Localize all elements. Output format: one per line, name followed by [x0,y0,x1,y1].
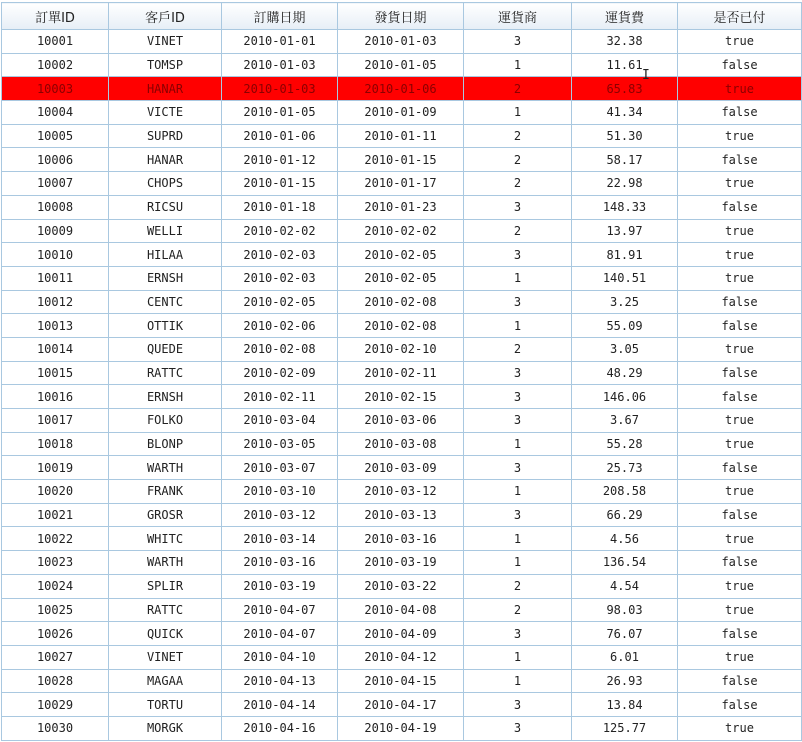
customer-id-cell[interactable]: HILAA [109,243,222,267]
table-row[interactable] [2,361,802,385]
customer-id-cell[interactable]: TORTU [109,693,222,717]
paid-cell[interactable]: true [678,480,802,504]
ship-date-cell[interactable]: 2010-03-16 [338,527,464,551]
order-date-cell[interactable]: 2010-02-08 [222,337,338,361]
shipper-cell[interactable]: 3 [464,503,572,527]
ship-date-cell[interactable]: 2010-01-09 [338,101,464,125]
table-row[interactable] [2,551,802,575]
order-id-cell[interactable]: 10008 [2,195,109,219]
order-date-cell[interactable]: 2010-03-14 [222,527,338,551]
table-row[interactable] [2,243,802,267]
shipper-cell[interactable]: 3 [464,693,572,717]
freight-cell[interactable]: 51.30 [572,124,678,148]
paid-cell[interactable]: false [678,385,802,409]
freight-cell[interactable]: 13.97 [572,219,678,243]
order-date-cell[interactable]: 2010-04-10 [222,645,338,669]
shipper-cell[interactable]: 1 [464,266,572,290]
column-header-paid[interactable]: 是否已付 [678,3,802,30]
paid-cell[interactable]: true [678,77,802,101]
table-row[interactable] [2,148,802,172]
table-row[interactable] [2,337,802,361]
freight-cell[interactable]: 55.09 [572,314,678,338]
ship-date-cell[interactable]: 2010-03-19 [338,551,464,575]
shipper-cell[interactable]: 2 [464,77,572,101]
shipper-cell[interactable]: 2 [464,172,572,196]
customer-id-cell[interactable]: MAGAA [109,669,222,693]
ship-date-cell[interactable]: 2010-01-23 [338,195,464,219]
ship-date-cell[interactable]: 2010-02-11 [338,361,464,385]
customer-id-cell[interactable]: MORGK [109,716,222,740]
shipper-cell[interactable]: 1 [464,527,572,551]
order-date-cell[interactable]: 2010-01-12 [222,148,338,172]
order-id-cell[interactable]: 10017 [2,409,109,433]
paid-cell[interactable]: true [678,266,802,290]
freight-cell[interactable]: 58.17 [572,148,678,172]
ship-date-cell[interactable]: 2010-03-13 [338,503,464,527]
order-id-cell[interactable]: 10028 [2,669,109,693]
shipper-cell[interactable]: 3 [464,622,572,646]
order-date-cell[interactable]: 2010-01-03 [222,77,338,101]
customer-id-cell[interactable]: WHITC [109,527,222,551]
customer-id-cell[interactable]: SPLIR [109,574,222,598]
order-date-cell[interactable]: 2010-03-04 [222,409,338,433]
freight-cell[interactable]: 48.29 [572,361,678,385]
table-row[interactable] [2,30,802,54]
customer-id-cell[interactable]: RATTC [109,361,222,385]
freight-cell[interactable]: 66.29 [572,503,678,527]
ship-date-cell[interactable]: 2010-03-06 [338,409,464,433]
ship-date-cell[interactable]: 2010-04-08 [338,598,464,622]
customer-id-cell[interactable]: ERNSH [109,385,222,409]
column-header-ship-date[interactable]: 發貨日期 [338,3,464,30]
freight-cell[interactable]: 98.03 [572,598,678,622]
freight-cell[interactable]: 41.34 [572,101,678,125]
paid-cell[interactable]: true [678,432,802,456]
customer-id-cell[interactable]: VINET [109,30,222,54]
order-id-cell[interactable]: 10009 [2,219,109,243]
shipper-cell[interactable]: 1 [464,480,572,504]
ship-date-cell[interactable]: 2010-01-06 [338,77,464,101]
paid-cell[interactable]: false [678,53,802,77]
order-date-cell[interactable]: 2010-02-02 [222,219,338,243]
customer-id-cell[interactable]: HANAR [109,148,222,172]
order-date-cell[interactable]: 2010-03-07 [222,456,338,480]
customer-id-cell[interactable]: FOLKO [109,409,222,433]
order-date-cell[interactable]: 2010-04-07 [222,622,338,646]
customer-id-cell[interactable]: RICSU [109,195,222,219]
order-id-cell[interactable]: 10029 [2,693,109,717]
customer-id-cell[interactable]: VICTE [109,101,222,125]
order-date-cell[interactable]: 2010-01-18 [222,195,338,219]
customer-id-cell[interactable]: SUPRD [109,124,222,148]
table-row[interactable] [2,195,802,219]
ship-date-cell[interactable]: 2010-02-15 [338,385,464,409]
shipper-cell[interactable]: 2 [464,574,572,598]
ship-date-cell[interactable]: 2010-02-05 [338,243,464,267]
ship-date-cell[interactable]: 2010-01-17 [338,172,464,196]
shipper-cell[interactable]: 3 [464,361,572,385]
order-date-cell[interactable]: 2010-01-15 [222,172,338,196]
order-id-cell[interactable]: 10002 [2,53,109,77]
order-date-cell[interactable]: 2010-02-11 [222,385,338,409]
paid-cell[interactable]: false [678,148,802,172]
order-id-cell[interactable]: 10016 [2,385,109,409]
freight-cell[interactable]: 125.77 [572,716,678,740]
table-row[interactable] [2,716,802,740]
table-row[interactable] [2,598,802,622]
paid-cell[interactable]: true [678,124,802,148]
shipper-cell[interactable]: 3 [464,385,572,409]
column-header-customer-id[interactable]: 客戶ID [109,3,222,30]
order-id-cell[interactable]: 10007 [2,172,109,196]
freight-cell[interactable]: 3.67 [572,409,678,433]
order-date-cell[interactable]: 2010-01-05 [222,101,338,125]
freight-cell[interactable]: 4.56 [572,527,678,551]
paid-cell[interactable]: true [678,30,802,54]
customer-id-cell[interactable]: WARTH [109,456,222,480]
orders-grid [1,2,802,741]
customer-id-cell[interactable]: QUICK [109,622,222,646]
ship-date-cell[interactable]: 2010-01-03 [338,30,464,54]
customer-id-cell[interactable]: GROSR [109,503,222,527]
ship-date-cell[interactable]: 2010-04-17 [338,693,464,717]
column-header-shipper[interactable]: 運貨商 [464,3,572,30]
freight-cell[interactable]: 3.25 [572,290,678,314]
table-row[interactable] [2,456,802,480]
table-row[interactable] [2,219,802,243]
freight-cell[interactable]: 76.07 [572,622,678,646]
order-date-cell[interactable]: 2010-03-12 [222,503,338,527]
order-id-cell[interactable]: 10023 [2,551,109,575]
customer-id-cell[interactable]: CHOPS [109,172,222,196]
order-id-cell[interactable]: 10012 [2,290,109,314]
table-row[interactable] [2,693,802,717]
shipper-cell[interactable]: 2 [464,219,572,243]
freight-cell[interactable]: 6.01 [572,645,678,669]
shipper-cell[interactable]: 3 [464,243,572,267]
freight-cell[interactable]: 146.06 [572,385,678,409]
order-date-cell[interactable]: 2010-02-03 [222,243,338,267]
table-row[interactable] [2,290,802,314]
paid-cell[interactable]: true [678,527,802,551]
customer-id-cell[interactable]: BLONP [109,432,222,456]
order-id-cell[interactable]: 10004 [2,101,109,125]
customer-id-cell[interactable]: CENTC [109,290,222,314]
order-id-cell[interactable]: 10001 [2,30,109,54]
shipper-cell[interactable]: 3 [464,456,572,480]
order-date-cell[interactable]: 2010-04-13 [222,669,338,693]
freight-cell[interactable]: 208.58 [572,480,678,504]
freight-cell[interactable]: 81.91 [572,243,678,267]
table-row[interactable] [2,645,802,669]
customer-id-cell[interactable]: RATTC [109,598,222,622]
order-date-cell[interactable]: 2010-04-14 [222,693,338,717]
table-row[interactable] [2,53,802,77]
shipper-cell[interactable]: 3 [464,290,572,314]
paid-cell[interactable]: false [678,622,802,646]
shipper-cell[interactable]: 2 [464,598,572,622]
table-row[interactable] [2,669,802,693]
order-id-cell[interactable]: 10014 [2,337,109,361]
order-id-cell[interactable]: 10027 [2,645,109,669]
order-id-cell[interactable]: 10005 [2,124,109,148]
paid-cell[interactable]: false [678,456,802,480]
table-row[interactable] [2,503,802,527]
paid-cell[interactable]: false [678,551,802,575]
paid-cell[interactable]: true [678,172,802,196]
order-date-cell[interactable]: 2010-03-05 [222,432,338,456]
ship-date-cell[interactable]: 2010-02-08 [338,314,464,338]
shipper-cell[interactable]: 3 [464,30,572,54]
order-id-cell[interactable]: 10011 [2,266,109,290]
ship-date-cell[interactable]: 2010-01-11 [338,124,464,148]
order-date-cell[interactable]: 2010-01-03 [222,53,338,77]
paid-cell[interactable]: false [678,503,802,527]
freight-cell[interactable]: 4.54 [572,574,678,598]
order-date-cell[interactable]: 2010-02-06 [222,314,338,338]
shipper-cell[interactable]: 1 [464,645,572,669]
shipper-cell[interactable]: 3 [464,716,572,740]
customer-id-cell[interactable]: WELLI [109,219,222,243]
shipper-cell[interactable]: 3 [464,409,572,433]
table-row[interactable] [2,409,802,433]
shipper-cell[interactable]: 1 [464,551,572,575]
table-row[interactable] [2,574,802,598]
shipper-cell[interactable]: 1 [464,101,572,125]
paid-cell[interactable]: false [678,290,802,314]
ship-date-cell[interactable]: 2010-04-15 [338,669,464,693]
table-row[interactable] [2,77,802,101]
order-id-cell[interactable]: 10025 [2,598,109,622]
order-id-cell[interactable]: 10021 [2,503,109,527]
shipper-cell[interactable]: 2 [464,124,572,148]
order-date-cell[interactable]: 2010-01-06 [222,124,338,148]
customer-id-cell[interactable]: ERNSH [109,266,222,290]
order-id-cell[interactable]: 10019 [2,456,109,480]
paid-cell[interactable]: false [678,314,802,338]
freight-cell[interactable]: 26.93 [572,669,678,693]
table-row[interactable] [2,124,802,148]
freight-cell[interactable]: 22.98 [572,172,678,196]
order-id-cell[interactable]: 10024 [2,574,109,598]
order-date-cell[interactable]: 2010-02-03 [222,266,338,290]
order-id-cell[interactable]: 10018 [2,432,109,456]
order-id-cell[interactable]: 10013 [2,314,109,338]
order-date-cell[interactable]: 2010-02-05 [222,290,338,314]
freight-cell[interactable]: 140.51 [572,266,678,290]
ship-date-cell[interactable]: 2010-04-09 [338,622,464,646]
order-date-cell[interactable]: 2010-04-07 [222,598,338,622]
column-header-order-date[interactable]: 訂購日期 [222,3,338,30]
freight-cell[interactable]: 32.38 [572,30,678,54]
table-row[interactable] [2,622,802,646]
order-date-cell[interactable]: 2010-03-10 [222,480,338,504]
shipper-cell[interactable]: 3 [464,195,572,219]
paid-cell[interactable]: false [678,669,802,693]
order-id-cell[interactable]: 10022 [2,527,109,551]
paid-cell[interactable]: true [678,574,802,598]
paid-cell[interactable]: true [678,409,802,433]
order-date-cell[interactable]: 2010-02-09 [222,361,338,385]
ship-date-cell[interactable]: 2010-02-02 [338,219,464,243]
table-row[interactable] [2,266,802,290]
freight-cell[interactable]: 65.83 [572,77,678,101]
order-date-cell[interactable]: 2010-01-01 [222,30,338,54]
order-id-cell[interactable]: 10003 [2,77,109,101]
paid-cell[interactable]: false [678,101,802,125]
order-id-cell[interactable]: 10015 [2,361,109,385]
ship-date-cell[interactable]: 2010-03-22 [338,574,464,598]
ship-date-cell[interactable]: 2010-02-10 [338,337,464,361]
ship-date-cell[interactable]: 2010-02-08 [338,290,464,314]
ship-date-cell[interactable]: 2010-03-12 [338,480,464,504]
table-row[interactable] [2,314,802,338]
freight-cell[interactable]: 55.28 [572,432,678,456]
customer-id-cell[interactable]: VINET [109,645,222,669]
freight-cell[interactable]: 136.54 [572,551,678,575]
paid-cell[interactable]: false [678,693,802,717]
column-header-order-id[interactable]: 訂單ID [2,3,109,30]
ship-date-cell[interactable]: 2010-03-09 [338,456,464,480]
shipper-cell[interactable]: 1 [464,53,572,77]
freight-cell[interactable]: 25.73 [572,456,678,480]
ship-date-cell[interactable]: 2010-01-15 [338,148,464,172]
text-cursor-icon: I [642,68,650,83]
paid-cell[interactable]: true [678,716,802,740]
freight-cell[interactable]: 148.33 [572,195,678,219]
freight-cell[interactable]: 13.84 [572,693,678,717]
ship-date-cell[interactable]: 2010-04-12 [338,645,464,669]
order-id-cell[interactable]: 10020 [2,480,109,504]
freight-cell[interactable]: 3.05 [572,337,678,361]
customer-id-cell[interactable]: WARTH [109,551,222,575]
table-row[interactable] [2,101,802,125]
ship-date-cell[interactable]: 2010-04-19 [338,716,464,740]
shipper-cell[interactable]: 1 [464,314,572,338]
freight-cell[interactable]: 11.61 [572,53,678,77]
table-row[interactable] [2,432,802,456]
table-row[interactable] [2,172,802,196]
order-id-cell[interactable]: 10030 [2,716,109,740]
order-id-cell[interactable]: 10026 [2,622,109,646]
table-row[interactable] [2,385,802,409]
paid-cell[interactable]: true [678,243,802,267]
shipper-cell[interactable]: 2 [464,337,572,361]
table-row[interactable] [2,480,802,504]
paid-cell[interactable]: true [678,337,802,361]
paid-cell[interactable]: true [678,598,802,622]
paid-cell[interactable]: true [678,219,802,243]
shipper-cell[interactable]: 2 [464,148,572,172]
header-row [2,3,802,30]
shipper-cell[interactable]: 1 [464,432,572,456]
order-date-cell[interactable]: 2010-04-16 [222,716,338,740]
customer-id-cell[interactable]: OTTIK [109,314,222,338]
ship-date-cell[interactable]: 2010-03-08 [338,432,464,456]
customer-id-cell[interactable]: TOMSP [109,53,222,77]
shipper-cell[interactable]: 1 [464,669,572,693]
ship-date-cell[interactable]: 2010-02-05 [338,266,464,290]
column-header-freight[interactable]: 運貨費 [572,3,678,30]
paid-cell[interactable]: true [678,645,802,669]
customer-id-cell[interactable]: QUEDE [109,337,222,361]
paid-cell[interactable]: false [678,361,802,385]
order-id-cell[interactable]: 10006 [2,148,109,172]
ship-date-cell[interactable]: 2010-01-05 [338,53,464,77]
order-date-cell[interactable]: 2010-03-19 [222,574,338,598]
order-date-cell[interactable]: 2010-03-16 [222,551,338,575]
paid-cell[interactable]: false [678,195,802,219]
order-id-cell[interactable]: 10010 [2,243,109,267]
customer-id-cell[interactable]: FRANK [109,480,222,504]
customer-id-cell[interactable]: HANAR [109,77,222,101]
table-row[interactable] [2,527,802,551]
